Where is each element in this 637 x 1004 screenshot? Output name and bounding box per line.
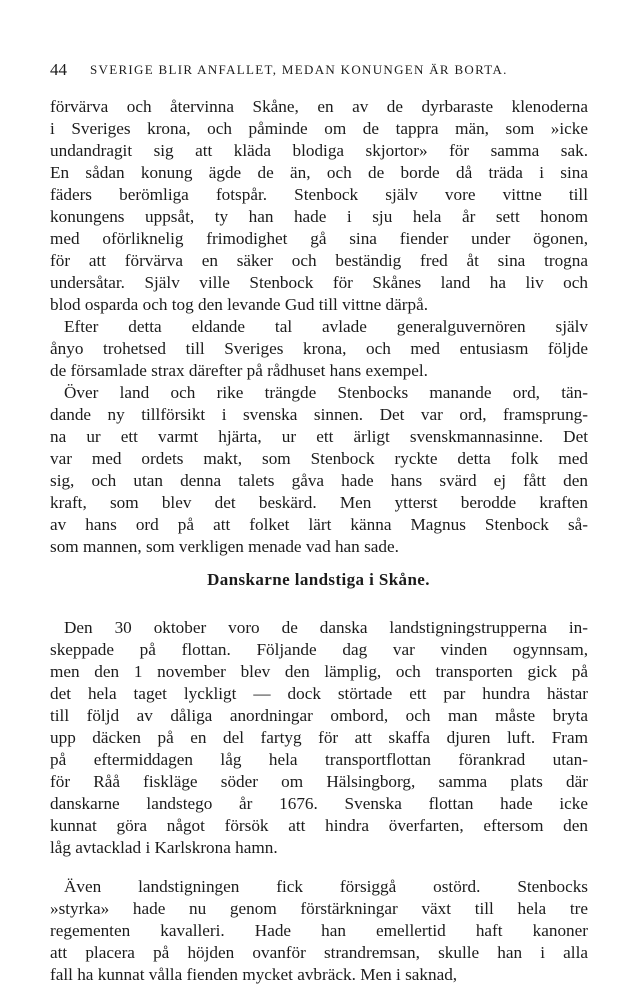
page-header <box>50 60 590 84</box>
text-line: undandragit sig att kläda blodiga skjortor» för samma sak. <box>50 141 588 160</box>
paragraph <box>50 96 588 316</box>
text-line: låg avtacklad i Karlskrona hamn. <box>50 838 278 858</box>
text-line: i Sveriges krona, och påminde om de tappra män, som »icke <box>50 119 588 138</box>
text-line: var med ordets makt, som Stenbock ryckte detta folk med <box>50 449 588 468</box>
text-line: för att förvärva en säker och beständig fred åt sina trogna <box>50 251 588 270</box>
section-body-1 <box>50 96 588 558</box>
text-line: att placera på höjden ovanför strandremsan, skulle han i alla <box>50 943 588 963</box>
text-line: sig, och utan denna talets gåva hade hans svärd ej fått den <box>50 471 588 490</box>
text-line: regementen kavalleri. Hade han emellertid haft kanoner <box>50 921 588 941</box>
text-line: Den 30 oktober voro de danska landstigningstrupperna in- <box>64 618 588 638</box>
text-line: med oförliknelig frimodighet gå sina fiender under ögonen, <box>50 229 588 248</box>
text-line: undersåtar. Själv ville Stenbock för Skånes land ha liv och <box>50 273 588 292</box>
text-line: det hela taget lyckligt — dock störtade ett par hundra hästar <box>50 684 588 704</box>
text-line: blod osparda och tog den levande Gud till vittne därpå. <box>50 295 429 314</box>
section-body-2 <box>50 600 588 1004</box>
text-line: konungens uppsåt, ty han hade i sju hela år sett honom <box>50 207 588 226</box>
running-head: SVERIGE BLIR ANFALLET, MEDAN KONUNGEN ÄR BORTA. <box>90 62 508 77</box>
text-line: skeppade på flottan. Följande dag var vinden ogynnsam, <box>50 640 588 660</box>
paragraph <box>50 617 588 859</box>
text-line: fäders berömliga fotspår. Stenbock själv vore vittne till <box>50 185 588 204</box>
text-line: dande ny tillförsikt i svenska sinnen. Det var ord, framsprung- <box>50 405 588 424</box>
text-line: kraft, som blev det beskärd. Men ytterst berodde kraften <box>50 493 588 512</box>
paragraph <box>50 876 588 986</box>
text-line: kunnat göra något försök att hindra överfarten, eftersom den <box>50 816 588 836</box>
text-line: fall ha kunnat vålla fienden mycket avbräck. Men i saknad, <box>50 965 458 985</box>
text-line: upp däcken på en del fartyg för att skaffa djuren luft. Fram <box>50 728 588 748</box>
page-number: 44 <box>50 60 67 79</box>
text-line: på eftermiddagen låg hela transportflottan förankrad utan- <box>50 750 588 770</box>
text-line: Över land och rike trängde Stenbocks manande ord, tän- <box>64 383 588 402</box>
text-line: »styrka» hade nu genom förstärkningar växt till hela tre <box>50 899 588 919</box>
paragraph <box>50 382 588 558</box>
text-line: danskarne landstego år 1676. Svenska flottan hade icke <box>50 794 588 814</box>
paragraph <box>50 316 588 382</box>
text-line: men den 1 november blev den lämplig, och transporten gick på <box>50 662 588 682</box>
text-line: för Råå fiskläge söder om Hälsingborg, samma plats där <box>50 772 588 792</box>
section-heading: Danskarne landstiga i Skåne. <box>207 570 430 589</box>
text-line: till följd av dåliga anordningar ombord, och man måste bryta <box>50 706 588 726</box>
text-line: de församlade strax därefter på rådhuset hans exempel. <box>50 361 428 380</box>
text-line: som mannen, som verkligen menade vad han sade. <box>50 537 399 556</box>
text-line: av hans ord på att folket lärt känna Magnus Stenbock så- <box>50 515 588 534</box>
text-line: En sådan konung ägde de än, och de borde då träda i sina <box>50 163 588 182</box>
text-line: Efter detta eldande tal avlade generalguvernören själv <box>64 317 588 336</box>
text-line: ånyo trohetsed till Sveriges krona, och med entusiasm följde <box>50 339 588 358</box>
text-line: na ur ett varmt hjärta, ur ett ärligt svenskmannasinne. Det <box>50 427 588 446</box>
text-line: Även landstigningen fick försiggå ostörd. Stenbocks <box>64 877 588 897</box>
text-line: förvärva och återvinna Skåne, en av de dyrbaraste klenoderna <box>50 97 588 116</box>
